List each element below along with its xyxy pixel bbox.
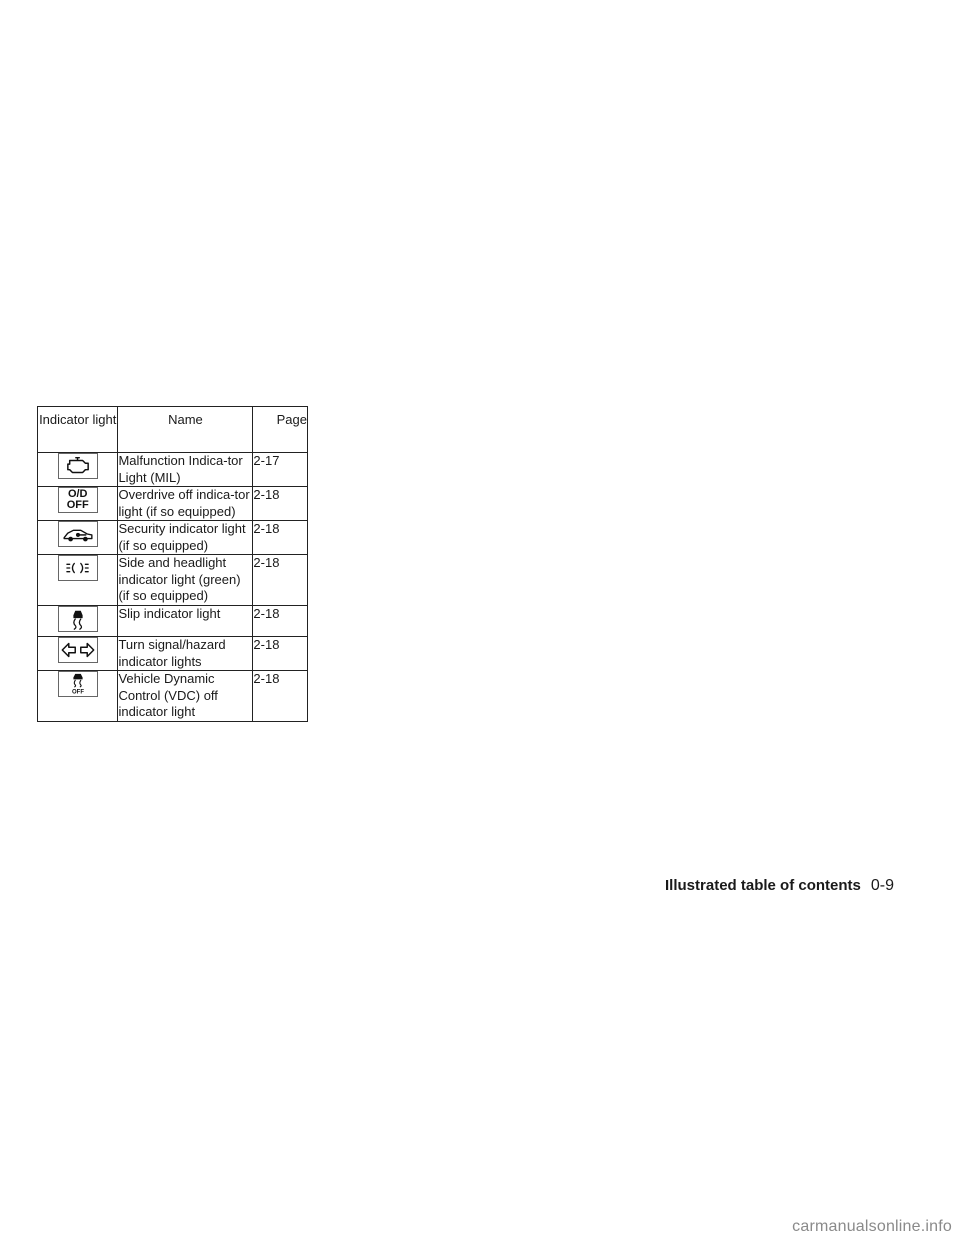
watermark: carmanualsonline.info [792, 1218, 952, 1235]
row-page: 2-18 [253, 637, 308, 671]
page-number: 0-9 [870, 877, 894, 894]
table-row [38, 453, 308, 487]
vdc-off-icon [58, 671, 98, 697]
row-name: Malfunction Indica-tor Light (MIL) [118, 453, 253, 487]
security-car-key-icon [58, 521, 98, 547]
row-page: 2-18 [253, 521, 308, 555]
svg-text:OFF: OFF [71, 689, 84, 696]
row-page: 2-18 [253, 605, 308, 637]
side-headlight-icon [58, 555, 98, 581]
header-indicator [38, 407, 118, 453]
table-row [38, 555, 308, 606]
row-name: Side and headlight indicator light (green) (if so equipped) [118, 555, 253, 606]
row-name: Slip indicator light [118, 605, 253, 637]
header-indicator-label: Indicator light [39, 412, 117, 427]
row-page: 2-18 [253, 555, 308, 606]
page-footer [665, 877, 894, 895]
table-row [38, 487, 308, 521]
header-name: Name [118, 407, 253, 453]
row-page: 2-18 [253, 487, 308, 521]
row-name: Vehicle Dynamic Control (VDC) off indicator light [118, 671, 253, 722]
footer-title: Illustrated table of contents [665, 877, 861, 894]
table-row [38, 637, 308, 671]
table-row [38, 521, 308, 555]
row-name: Security indicator light (if so equipped) [118, 521, 253, 555]
table-header-row [38, 407, 308, 453]
overdrive-off-icon: O/D OFF [58, 487, 98, 513]
row-name: Overdrive off indica-tor light (if so equipped) [118, 487, 253, 521]
row-name: Turn signal/hazard indicator lights [118, 637, 253, 671]
indicator-table [37, 406, 308, 722]
slip-icon [58, 606, 98, 632]
engine-check-icon [58, 453, 98, 479]
header-page: Page [253, 407, 308, 453]
row-page: 2-17 [253, 453, 308, 487]
turn-signal-icon [58, 637, 98, 663]
row-page: 2-18 [253, 671, 308, 722]
table-row [38, 671, 308, 722]
table-row [38, 605, 308, 637]
